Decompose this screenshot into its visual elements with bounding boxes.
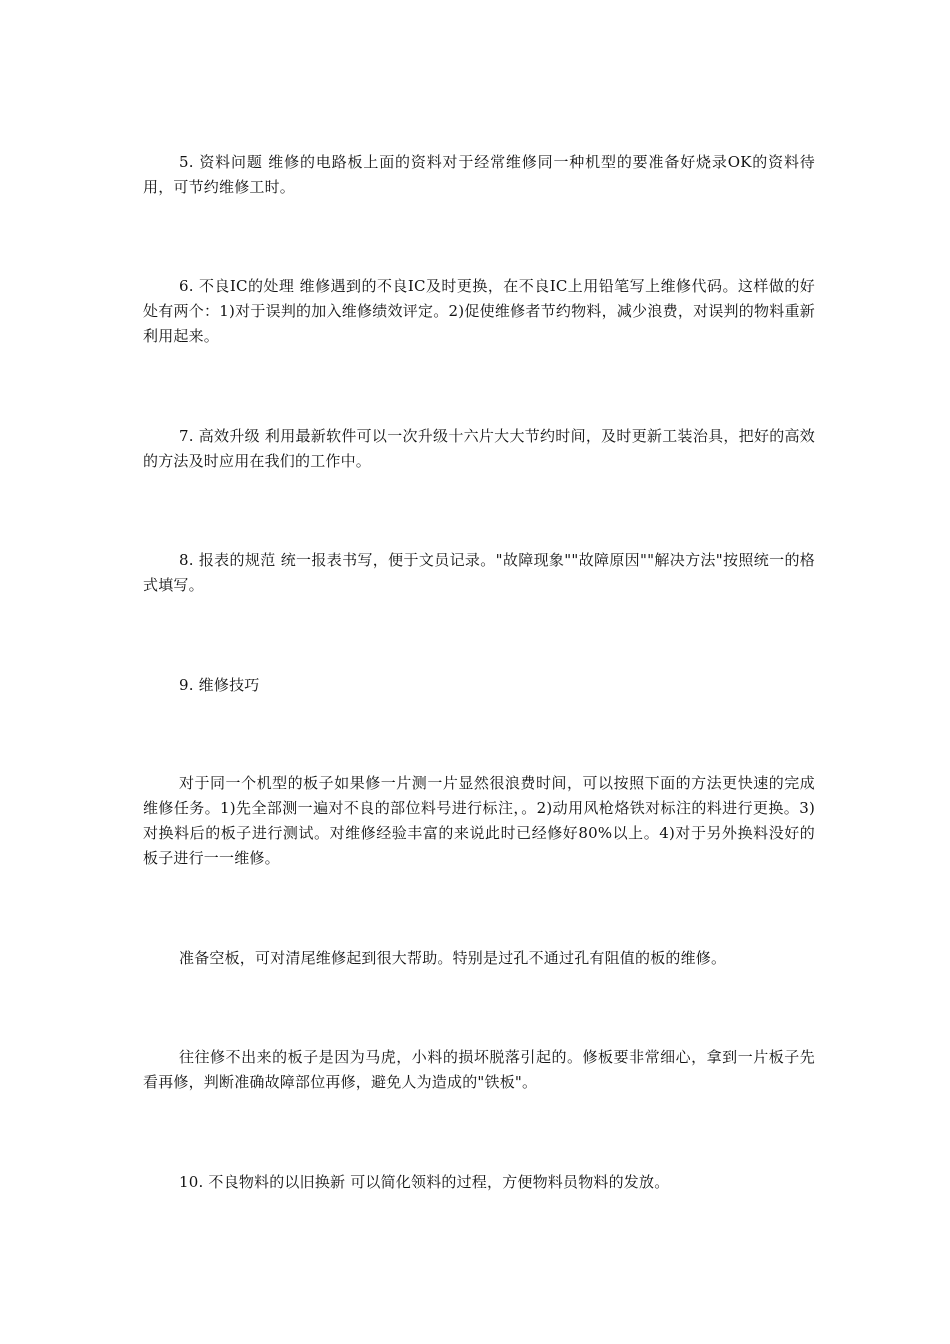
paragraph-carelessness: 往往修不出来的板子是因为马虎，小料的损坏脱落引起的。修板要非常细心，拿到一片板子先看再修，判断准确故障部位再修，避免人为造成的"铁板"。 [143, 1048, 815, 1091]
paragraph-item-6: 6. 不良IC的处理 维修遇到的不良IC及时更换，在不良IC上用铅笔写上维修代码。这样做的好处有两个：1)对于误判的加入维修绩效评定。2)促使维修者节约物料，减少浪费，对误判的物料重新利用起来。 [143, 277, 815, 345]
paragraph-spare-board: 准备空板，可对清尾维修起到很大帮助。特别是过孔不通过孔有阻值的板的维修。 [179, 949, 727, 967]
paragraph-item-10: 10. 不良物料的以旧换新 可以简化领料的过程，方便物料员物料的发放。 [179, 1173, 670, 1191]
paragraph-item-5: 5. 资料问题 维修的电路板上面的资料对于经常维修同一种机型的要准备好烧录OK的资料待用，可节约维修工时。 [143, 153, 815, 196]
paragraph-item-7: 7. 高效升级 利用最新软件可以一次升级十六片大大节约时间，及时更新工装治具，把好的高效的方法及时应用在我们的工作中。 [143, 427, 815, 470]
paragraph-item-8: 8. 报表的规范 统一报表书写，便于文员记录。"故障现象""故障原因""解决方法"按照统一的格式填写。 [143, 551, 815, 594]
paragraph-repair-tips: 对于同一个机型的板子如果修一片测一片显然很浪费时间，可以按照下面的方法更快速的完成维修任务。1)先全部测一遍对不良的部位料号进行标注，。2)动用风枪烙铁对标注的料进行更换。3)对换料后的板子进行测试。对维修经验丰富的来说此时已经修好80%以上。4)对于另外换料没好的板子进行一一维修。 [143, 774, 815, 867]
paragraph-item-9-heading: 9. 维修技巧 [179, 676, 260, 694]
